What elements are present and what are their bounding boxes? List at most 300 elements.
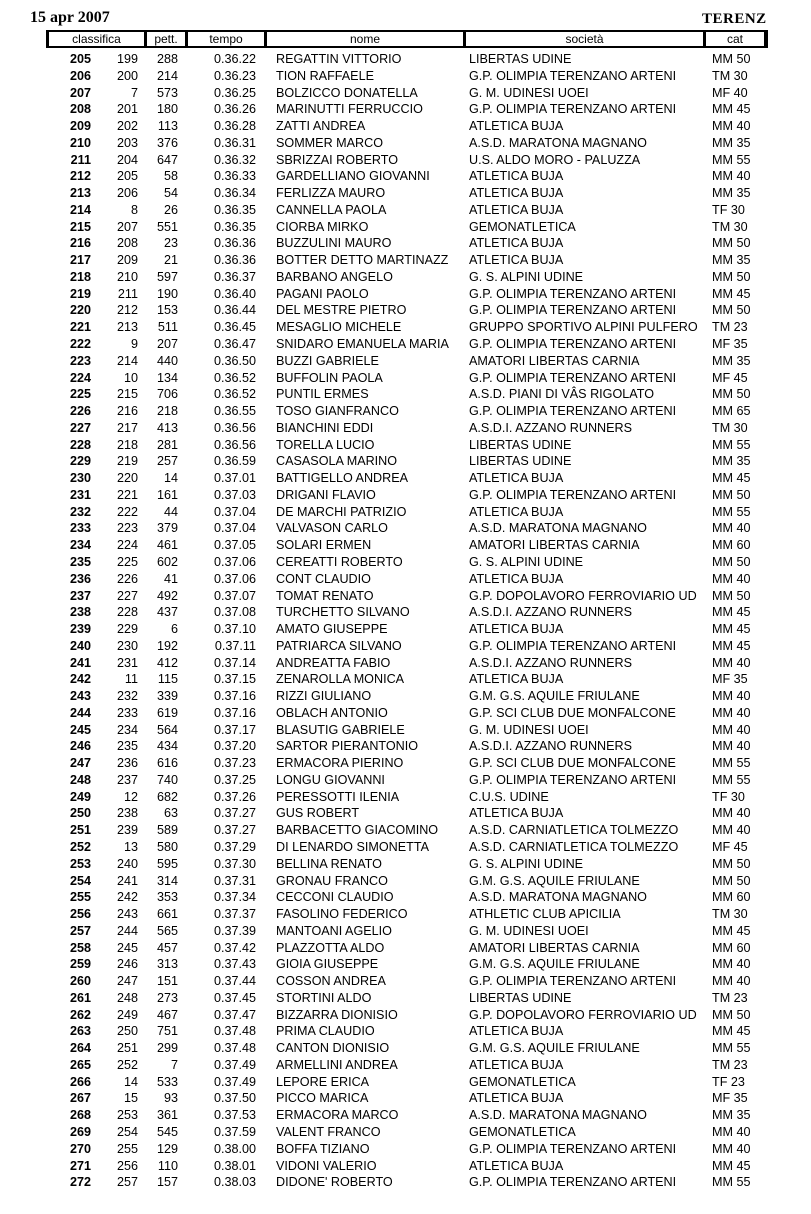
- time-cell: 0.37.53: [213, 1108, 256, 1123]
- rank-cell: 240: [69, 638, 91, 653]
- time-cell: 0.36.22: [213, 52, 256, 66]
- table-row: [0, 889, 811, 906]
- athlete-name-cell: BELLINA RENATO: [276, 856, 382, 871]
- athlete-name-cell: PUNTIL ERMES: [276, 387, 369, 402]
- table-row: [0, 873, 811, 890]
- category-cell: MF 40: [712, 85, 748, 100]
- table-row: [0, 805, 811, 822]
- time-cell: 0.36.34: [213, 186, 256, 201]
- club-cell: ATLETICA BUJA: [469, 471, 564, 486]
- bib-number-cell: 339: [156, 689, 178, 704]
- table-row: [0, 487, 811, 504]
- time-cell: 0.36.32: [213, 152, 256, 167]
- category-position-cell: 231: [116, 655, 138, 670]
- club-cell: G.P. SCI CLUB DUE MONFALCONE: [469, 756, 676, 771]
- table-row: [0, 856, 811, 873]
- club-cell: A.S.D.I. AZZANO RUNNERS: [469, 739, 633, 754]
- bib-number-cell: 54: [163, 186, 178, 201]
- time-cell: 0.37.14: [213, 655, 256, 670]
- table-row: [0, 588, 811, 605]
- category-position-cell: 257: [116, 1175, 138, 1190]
- rank-cell: 238: [69, 605, 91, 620]
- table-row: [0, 1158, 811, 1175]
- table-row: [0, 554, 811, 571]
- time-cell: 0.36.26: [213, 102, 256, 117]
- category-position-cell: 202: [116, 119, 138, 134]
- category-cell: MF 45: [712, 370, 748, 385]
- rank-cell: 222: [69, 337, 91, 352]
- athlete-name-cell: BOLZICCO DONATELLA: [276, 85, 418, 100]
- category-position-cell: 204: [116, 152, 138, 167]
- rank-cell: 264: [69, 1041, 91, 1056]
- athlete-name-cell: GIOIA GIUSEPPE: [276, 957, 379, 972]
- time-cell: 0.36.56: [213, 420, 256, 435]
- athlete-name-cell: CEREATTI ROBERTO: [276, 554, 403, 569]
- athlete-name-cell: PICCO MARICA: [276, 1091, 369, 1106]
- athlete-name-cell: CANNELLA PAOLA: [276, 202, 387, 217]
- table-row: [0, 336, 811, 353]
- category-position-cell: 251: [116, 1041, 138, 1056]
- club-cell: G.P. OLIMPIA TERENZANO ARTENI: [469, 337, 677, 352]
- column-header-classifica: classifica: [49, 32, 144, 46]
- bib-number-cell: 461: [156, 538, 178, 553]
- table-row: [0, 638, 811, 655]
- club-cell: G.P. OLIMPIA TERENZANO ARTENI: [469, 404, 677, 419]
- bib-number-cell: 313: [156, 957, 178, 972]
- category-cell: MM 50: [712, 856, 751, 871]
- athlete-name-cell: CIORBA MIRKO: [276, 219, 369, 234]
- category-cell: MM 50: [712, 387, 751, 402]
- category-cell: MM 40: [712, 705, 751, 720]
- athlete-name-cell: SOMMER MARCO: [276, 135, 384, 150]
- category-cell: MM 65: [712, 404, 751, 419]
- table-row: [0, 118, 811, 135]
- club-cell: G. M. UDINESI UOEI: [469, 722, 589, 737]
- category-position-cell: 225: [116, 554, 138, 569]
- athlete-name-cell: BOFFA TIZIANO: [276, 1141, 370, 1156]
- bib-number-cell: 63: [163, 806, 178, 821]
- athlete-name-cell: BUZZI GABRIELE: [276, 353, 379, 368]
- table-row: [0, 1124, 811, 1141]
- table-row: [0, 235, 811, 252]
- athlete-name-cell: CANTON DIONISIO: [276, 1041, 390, 1056]
- bib-number-cell: 14: [163, 471, 178, 486]
- table-row: [0, 956, 811, 973]
- time-cell: 0.37.11: [214, 638, 256, 653]
- time-cell: 0.36.36: [213, 253, 256, 268]
- rank-cell: 212: [69, 169, 91, 184]
- category-position-cell: 11: [124, 672, 138, 687]
- time-cell: 0.37.43: [213, 957, 256, 972]
- rank-cell: 254: [69, 873, 91, 888]
- category-position-cell: 200: [116, 68, 138, 83]
- athlete-name-cell: GARDELLIANO GIOVANNI: [276, 169, 430, 184]
- rank-cell: 217: [69, 253, 91, 268]
- table-row: [0, 738, 811, 755]
- rank-cell: 235: [69, 554, 91, 569]
- athlete-name-cell: DRIGANI FLAVIO: [276, 487, 376, 502]
- category-cell: TF 30: [712, 789, 745, 804]
- bib-number-cell: 551: [156, 219, 178, 234]
- bib-number-cell: 580: [156, 839, 178, 854]
- table-row: [0, 470, 811, 487]
- table-row: [0, 621, 811, 638]
- category-cell: MM 40: [712, 521, 751, 536]
- time-cell: 0.36.35: [213, 219, 256, 234]
- time-cell: 0.37.25: [213, 772, 256, 787]
- table-row: [0, 319, 811, 336]
- table-row: [0, 219, 811, 236]
- rank-cell: 218: [69, 269, 91, 284]
- time-cell: 0.37.44: [213, 974, 256, 989]
- club-cell: ATLETICA BUJA: [469, 1024, 564, 1039]
- rank-cell: 233: [69, 521, 91, 536]
- category-position-cell: 209: [116, 253, 138, 268]
- bib-number-cell: 706: [156, 387, 178, 402]
- category-cell: MM 40: [712, 119, 751, 134]
- rank-cell: 268: [69, 1108, 91, 1123]
- bib-number-cell: 113: [157, 119, 178, 134]
- category-cell: TM 30: [712, 68, 748, 83]
- athlete-name-cell: LONGU GIOVANNI: [276, 772, 385, 787]
- category-cell: MM 40: [712, 722, 751, 737]
- rank-cell: 260: [69, 974, 91, 989]
- rank-cell: 239: [69, 622, 91, 637]
- rank-cell: 237: [69, 588, 91, 603]
- club-cell: G.M. G.S. AQUILE FRIULANE: [469, 689, 640, 704]
- club-cell: ATLETICA BUJA: [469, 1158, 564, 1173]
- category-position-cell: 254: [116, 1125, 138, 1139]
- table-row: [0, 504, 811, 521]
- category-position-cell: 233: [116, 705, 138, 720]
- club-cell: GEMONATLETICA: [469, 1074, 576, 1089]
- athlete-name-cell: SBRIZZAI ROBERTO: [276, 152, 398, 167]
- table-row: [0, 906, 811, 923]
- rank-cell: 223: [69, 353, 91, 368]
- club-cell: LIBERTAS UDINE: [469, 52, 572, 66]
- rank-cell: 262: [69, 1007, 91, 1022]
- table-row: [0, 437, 811, 454]
- athlete-name-cell: DE MARCHI PATRIZIO: [276, 504, 407, 519]
- time-cell: 0.37.06: [213, 571, 256, 586]
- club-cell: G.M. G.S. AQUILE FRIULANE: [469, 1041, 640, 1056]
- bib-number-cell: 647: [156, 152, 178, 167]
- category-cell: MM 35: [712, 454, 751, 469]
- club-cell: A.S.D. CARNIATLETICA TOLMEZZO: [469, 823, 679, 838]
- rank-cell: 269: [69, 1125, 91, 1139]
- category-cell: MM 40: [712, 739, 751, 754]
- category-position-cell: 242: [116, 890, 138, 905]
- club-cell: A.S.D. PIANI DI VÂS RIGOLATO: [469, 387, 654, 402]
- athlete-name-cell: VALENT FRANCO: [276, 1125, 381, 1139]
- category-cell: MM 45: [712, 605, 751, 620]
- bib-number-cell: 23: [163, 236, 178, 251]
- bib-number-cell: 314: [156, 873, 178, 888]
- club-cell: G.P. OLIMPIA TERENZANO ARTENI: [469, 487, 677, 502]
- rank-cell: 242: [69, 672, 91, 687]
- time-cell: 0.36.47: [213, 337, 256, 352]
- time-cell: 0.37.45: [213, 990, 256, 1005]
- bib-number-cell: 565: [156, 923, 178, 938]
- rank-cell: 244: [69, 705, 91, 720]
- time-cell: 0.37.16: [213, 705, 256, 720]
- rank-cell: 251: [69, 823, 91, 838]
- bib-number-cell: 682: [156, 789, 178, 804]
- table-row: [0, 453, 811, 470]
- club-cell: G.M. G.S. AQUILE FRIULANE: [469, 957, 640, 972]
- bib-number-cell: 595: [156, 856, 178, 871]
- rank-cell: 261: [69, 990, 91, 1005]
- category-cell: MM 35: [712, 353, 751, 368]
- bib-number-cell: 434: [156, 739, 178, 754]
- time-cell: 0.36.52: [213, 370, 256, 385]
- club-cell: ATLETICA BUJA: [469, 571, 564, 586]
- rank-cell: 215: [69, 219, 91, 234]
- club-cell: G.P. OLIMPIA TERENZANO ARTENI: [469, 638, 677, 653]
- time-cell: 0.37.29: [213, 839, 256, 854]
- category-position-cell: 15: [123, 1091, 138, 1106]
- time-cell: 0.37.30: [213, 856, 256, 871]
- category-position-cell: 218: [116, 437, 138, 452]
- category-cell: MM 45: [712, 1024, 751, 1039]
- club-cell: ATLETICA BUJA: [469, 202, 564, 217]
- athlete-name-cell: MANTOANI AGELIO: [276, 923, 392, 938]
- rank-cell: 247: [69, 756, 91, 771]
- rank-cell: 241: [69, 655, 91, 670]
- table-row: [0, 1074, 811, 1091]
- table-row: [0, 1174, 811, 1191]
- category-cell: MM 50: [712, 487, 751, 502]
- category-cell: MM 40: [712, 1141, 751, 1156]
- club-cell: ATLETICA BUJA: [469, 1057, 564, 1072]
- category-position-cell: 232: [116, 689, 138, 704]
- time-cell: 0.36.31: [213, 135, 256, 150]
- time-cell: 0.37.47: [213, 1007, 256, 1022]
- table-row: [0, 671, 811, 688]
- category-position-cell: 7: [130, 85, 138, 100]
- rank-cell: 209: [69, 119, 91, 134]
- category-position-cell: 205: [116, 169, 138, 184]
- category-cell: MM 50: [712, 554, 751, 569]
- category-cell: MF 35: [712, 1091, 748, 1106]
- athlete-name-cell: BATTIGELLO ANDREA: [276, 471, 409, 486]
- club-cell: G.M. G.S. AQUILE FRIULANE: [469, 873, 640, 888]
- athlete-name-cell: COSSON ANDREA: [276, 974, 386, 989]
- athlete-name-cell: ANDREATTA FABIO: [276, 655, 391, 670]
- club-cell: A.S.D. CARNIATLETICA TOLMEZZO: [469, 839, 679, 854]
- rank-cell: 232: [69, 504, 91, 519]
- time-cell: 0.38.00: [213, 1141, 256, 1156]
- club-cell: A.S.D. MARATONA MAGNANO: [469, 135, 647, 150]
- athlete-name-cell: TOMAT RENATO: [276, 588, 374, 603]
- category-position-cell: 223: [116, 521, 138, 536]
- club-cell: A.S.D.I. AZZANO RUNNERS: [469, 605, 633, 620]
- bib-number-cell: 93: [163, 1091, 178, 1106]
- table-row: [0, 286, 811, 303]
- category-cell: MM 45: [712, 638, 751, 653]
- athlete-name-cell: GRONAU FRANCO: [276, 873, 388, 888]
- rank-cell: 236: [69, 571, 91, 586]
- category-position-cell: 227: [116, 588, 138, 603]
- table-row: [0, 386, 811, 403]
- category-position-cell: 239: [116, 823, 138, 838]
- club-cell: A.S.D. MARATONA MAGNANO: [469, 521, 647, 536]
- athlete-name-cell: STORTINI ALDO: [276, 990, 372, 1005]
- club-cell: G. S. ALPINI UDINE: [469, 269, 584, 284]
- table-row: [0, 772, 811, 789]
- category-position-cell: 207: [116, 219, 138, 234]
- athlete-name-cell: TURCHETTO SILVANO: [276, 605, 410, 620]
- table-row: [0, 101, 811, 118]
- table-row: [0, 302, 811, 319]
- category-position-cell: 230: [116, 638, 138, 653]
- bib-number-cell: 214: [156, 68, 178, 83]
- category-position-cell: 201: [116, 102, 138, 117]
- category-position-cell: 224: [116, 538, 138, 553]
- athlete-name-cell: ZENAROLLA MONICA: [276, 672, 405, 687]
- table-row: [0, 403, 811, 420]
- category-position-cell: 206: [116, 186, 138, 201]
- rank-cell: 272: [69, 1175, 91, 1190]
- category-cell: MM 45: [712, 102, 751, 117]
- bib-number-cell: 151: [156, 974, 178, 989]
- rank-cell: 207: [69, 85, 91, 100]
- category-position-cell: 237: [116, 772, 138, 787]
- bib-number-cell: 161: [156, 487, 178, 502]
- time-cell: 0.37.49: [213, 1057, 256, 1072]
- category-cell: MM 55: [712, 504, 751, 519]
- athlete-name-cell: GUS ROBERT: [276, 806, 360, 821]
- club-cell: ATLETICA BUJA: [469, 253, 564, 268]
- table-row: [0, 973, 811, 990]
- table-row: [0, 1107, 811, 1124]
- category-position-cell: 221: [116, 487, 138, 502]
- category-position-cell: 219: [116, 454, 138, 469]
- column-header-nome: nome: [267, 32, 463, 46]
- column-header-pett: pett.: [147, 32, 185, 46]
- athlete-name-cell: ARMELLINI ANDREA: [276, 1057, 398, 1072]
- club-cell: A.S.D.I. AZZANO RUNNERS: [469, 655, 633, 670]
- club-cell: LIBERTAS UDINE: [469, 990, 572, 1005]
- time-cell: 0.37.23: [213, 756, 256, 771]
- table-row: [0, 940, 811, 957]
- athlete-name-cell: TORELLA LUCIO: [276, 437, 375, 452]
- category-position-cell: 245: [116, 940, 138, 955]
- time-cell: 0.36.36: [213, 236, 256, 251]
- category-position-cell: 236: [116, 756, 138, 771]
- category-cell: MM 55: [712, 152, 751, 167]
- category-position-cell: 13: [123, 839, 138, 854]
- time-cell: 0.36.35: [213, 202, 256, 217]
- category-position-cell: 12: [123, 789, 138, 804]
- category-position-cell: 220: [116, 471, 138, 486]
- category-cell: TF 23: [712, 1074, 745, 1089]
- bib-number-cell: 379: [156, 521, 178, 536]
- club-cell: ATLETICA BUJA: [469, 169, 564, 184]
- athlete-name-cell: CECCONI CLAUDIO: [276, 890, 394, 905]
- time-cell: 0.37.39: [213, 923, 256, 938]
- bib-number-cell: 299: [156, 1041, 178, 1056]
- table-row: [0, 990, 811, 1007]
- rank-cell: 246: [69, 739, 91, 754]
- athlete-name-cell: CASASOLA MARINO: [276, 454, 398, 469]
- time-cell: 0.36.59: [213, 454, 256, 469]
- rank-cell: 229: [69, 454, 91, 469]
- category-cell: MM 60: [712, 538, 751, 553]
- category-position-cell: 228: [116, 605, 138, 620]
- club-cell: ATLETICA BUJA: [469, 186, 564, 201]
- club-cell: G.P. OLIMPIA TERENZANO ARTENI: [469, 303, 677, 318]
- bib-number-cell: 751: [156, 1024, 178, 1039]
- rank-cell: 267: [69, 1091, 91, 1106]
- rank-cell: 220: [69, 303, 91, 318]
- club-cell: ATLETICA BUJA: [469, 119, 564, 134]
- category-position-cell: 213: [116, 320, 138, 335]
- table-row: [0, 370, 811, 387]
- club-cell: ATLETICA BUJA: [469, 622, 564, 637]
- rank-cell: 250: [69, 806, 91, 821]
- athlete-name-cell: VALVASON CARLO: [276, 521, 388, 536]
- rank-cell: 266: [69, 1074, 91, 1089]
- category-cell: MM 35: [712, 253, 751, 268]
- category-position-cell: 229: [116, 622, 138, 637]
- category-position-cell: 247: [116, 974, 138, 989]
- bib-number-cell: 597: [156, 269, 178, 284]
- time-cell: 0.37.31: [213, 873, 256, 888]
- rank-cell: 231: [69, 487, 91, 502]
- category-cell: MM 35: [712, 1108, 751, 1123]
- club-cell: G. M. UDINESI UOEI: [469, 923, 589, 938]
- athlete-name-cell: ERMACORA PIERINO: [276, 756, 404, 771]
- table-row: [0, 755, 811, 772]
- club-cell: A.S.D.I. AZZANO RUNNERS: [469, 420, 633, 435]
- time-cell: 0.36.40: [213, 286, 256, 301]
- category-position-cell: 255: [116, 1141, 138, 1156]
- rank-cell: 270: [69, 1141, 91, 1156]
- club-cell: U.S. ALDO MORO - PALUZZA: [469, 152, 641, 167]
- category-position-cell: 215: [116, 387, 138, 402]
- bib-number-cell: 190: [156, 286, 178, 301]
- category-position-cell: 222: [116, 504, 138, 519]
- club-cell: G. S. ALPINI UDINE: [469, 554, 584, 569]
- category-position-cell: 212: [116, 303, 138, 318]
- category-cell: MM 45: [712, 622, 751, 637]
- category-position-cell: 10: [123, 370, 138, 385]
- rank-cell: 245: [69, 722, 91, 737]
- category-cell: MM 55: [712, 756, 751, 771]
- time-cell: 0.36.45: [213, 320, 256, 335]
- category-position-cell: 216: [116, 404, 138, 419]
- category-position-cell: 256: [116, 1158, 138, 1173]
- rank-cell: 216: [69, 236, 91, 251]
- time-cell: 0.37.27: [213, 823, 256, 838]
- table-row: [0, 839, 811, 856]
- category-cell: MM 50: [712, 236, 751, 251]
- athlete-name-cell: SARTOR PIERANTONIO: [276, 739, 419, 754]
- time-cell: 0.37.04: [213, 504, 256, 519]
- table-row: [0, 135, 811, 152]
- category-cell: MM 55: [712, 1175, 751, 1190]
- time-cell: 0.37.04: [213, 521, 256, 536]
- athlete-name-cell: FERLIZZA MAURO: [276, 186, 386, 201]
- rank-cell: 224: [69, 370, 91, 385]
- time-cell: 0.37.50: [213, 1091, 256, 1106]
- rank-cell: 226: [69, 404, 91, 419]
- bib-number-cell: 157: [156, 1175, 178, 1190]
- category-cell: MM 40: [712, 974, 751, 989]
- bib-number-cell: 440: [156, 353, 178, 368]
- category-cell: MM 45: [712, 1158, 751, 1173]
